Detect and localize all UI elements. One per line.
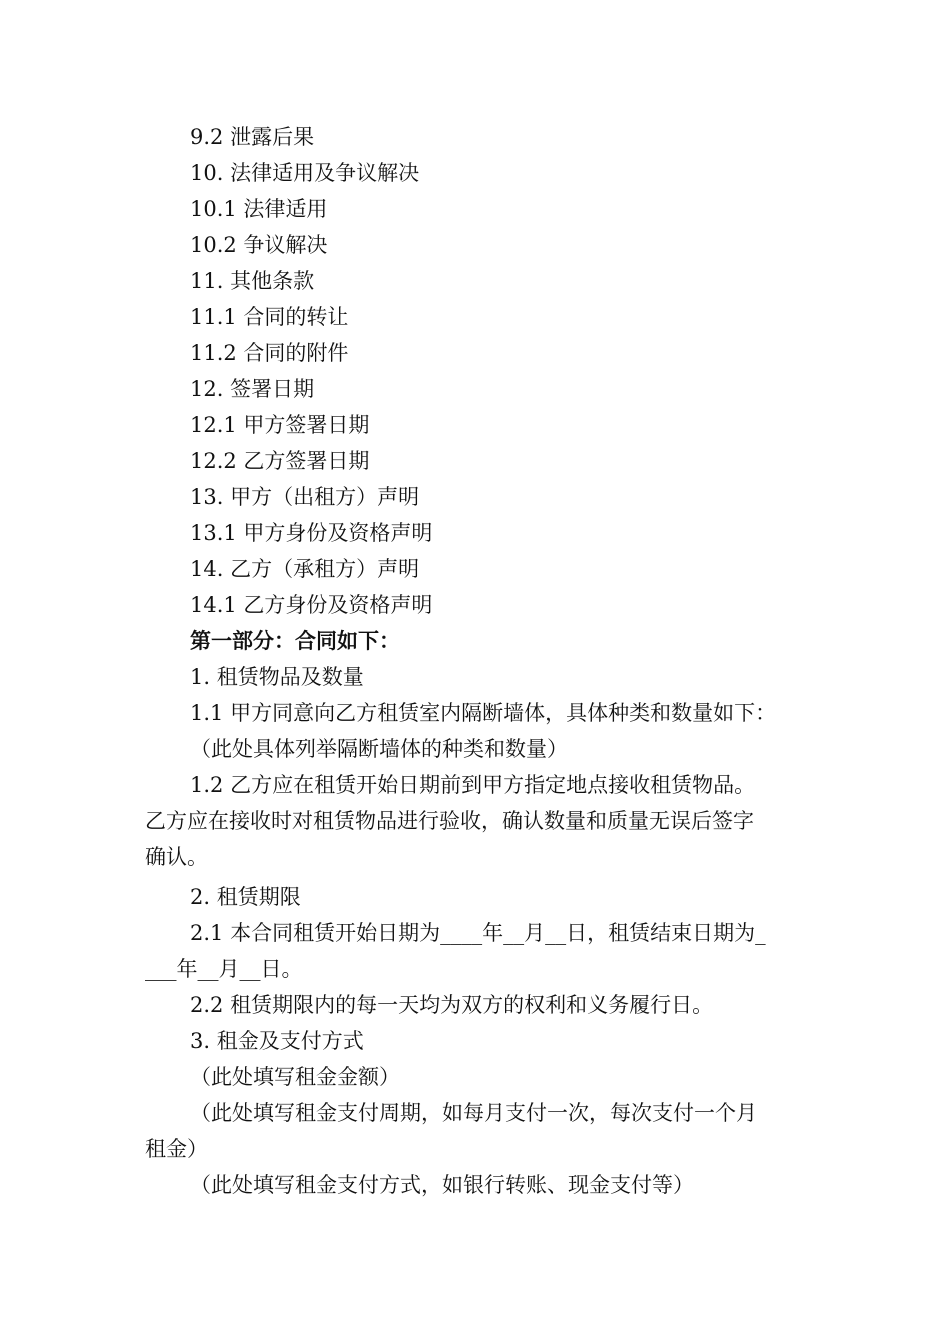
placeholder-note: （此处具体列举隔断墙体的种类和数量） — [190, 737, 568, 761]
toc-item: 10. 法律适用及争议解决 — [190, 161, 420, 185]
toc-item: 10.2 争议解决 — [190, 233, 328, 257]
placeholder-note: 租金） — [145, 1137, 208, 1161]
paragraph-line: 确认。 — [145, 845, 208, 869]
toc-item: 11.2 合同的附件 — [190, 341, 349, 365]
paragraph-line: 1.1 甲方同意向乙方租赁室内隔断墙体，具体种类和数量如下： — [190, 701, 777, 725]
section-title: 3. 租金及支付方式 — [190, 1029, 364, 1053]
toc-item: 12.1 甲方签署日期 — [190, 413, 370, 437]
placeholder-note: （此处填写租金支付方式，如银行转账、现金支付等） — [190, 1173, 694, 1197]
toc-item: 11.1 合同的转让 — [190, 305, 349, 329]
part-heading: 第一部分：合同如下： — [190, 628, 400, 653]
section-title: 1. 租赁物品及数量 — [190, 665, 364, 689]
toc-item: 14.1 乙方身份及资格声明 — [190, 593, 433, 617]
toc-item: 10.1 法律适用 — [190, 197, 328, 221]
toc-item: 12.2 乙方签署日期 — [190, 449, 370, 473]
paragraph-line: 1.2 乙方应在租赁开始日期前到甲方指定地点接收租赁物品。 — [190, 773, 756, 797]
toc-item: 9.2 泄露后果 — [190, 125, 315, 149]
toc-item: 14. 乙方（承租方）声明 — [190, 557, 420, 581]
placeholder-note: （此处填写租金支付周期，如每月支付一次，每次支付一个月 — [190, 1101, 757, 1125]
paragraph-line: 2.2 租赁期限内的每一天均为双方的权利和义务履行日。 — [190, 993, 714, 1017]
paragraph-line: ___年__月__日。 — [145, 957, 303, 981]
section-title: 2. 租赁期限 — [190, 885, 301, 909]
paragraph-line: 2.1 本合同租赁开始日期为____年__月__日，租赁结束日期为_ — [190, 921, 766, 945]
placeholder-note: （此处填写租金金额） — [190, 1065, 400, 1089]
toc-item: 11. 其他条款 — [190, 269, 315, 293]
toc-item: 12. 签署日期 — [190, 377, 315, 401]
toc-item: 13. 甲方（出租方）声明 — [190, 485, 420, 509]
toc-item: 13.1 甲方身份及资格声明 — [190, 521, 433, 545]
paragraph-line: 乙方应在接收时对租赁物品进行验收，确认数量和质量无误后签字 — [145, 809, 754, 833]
